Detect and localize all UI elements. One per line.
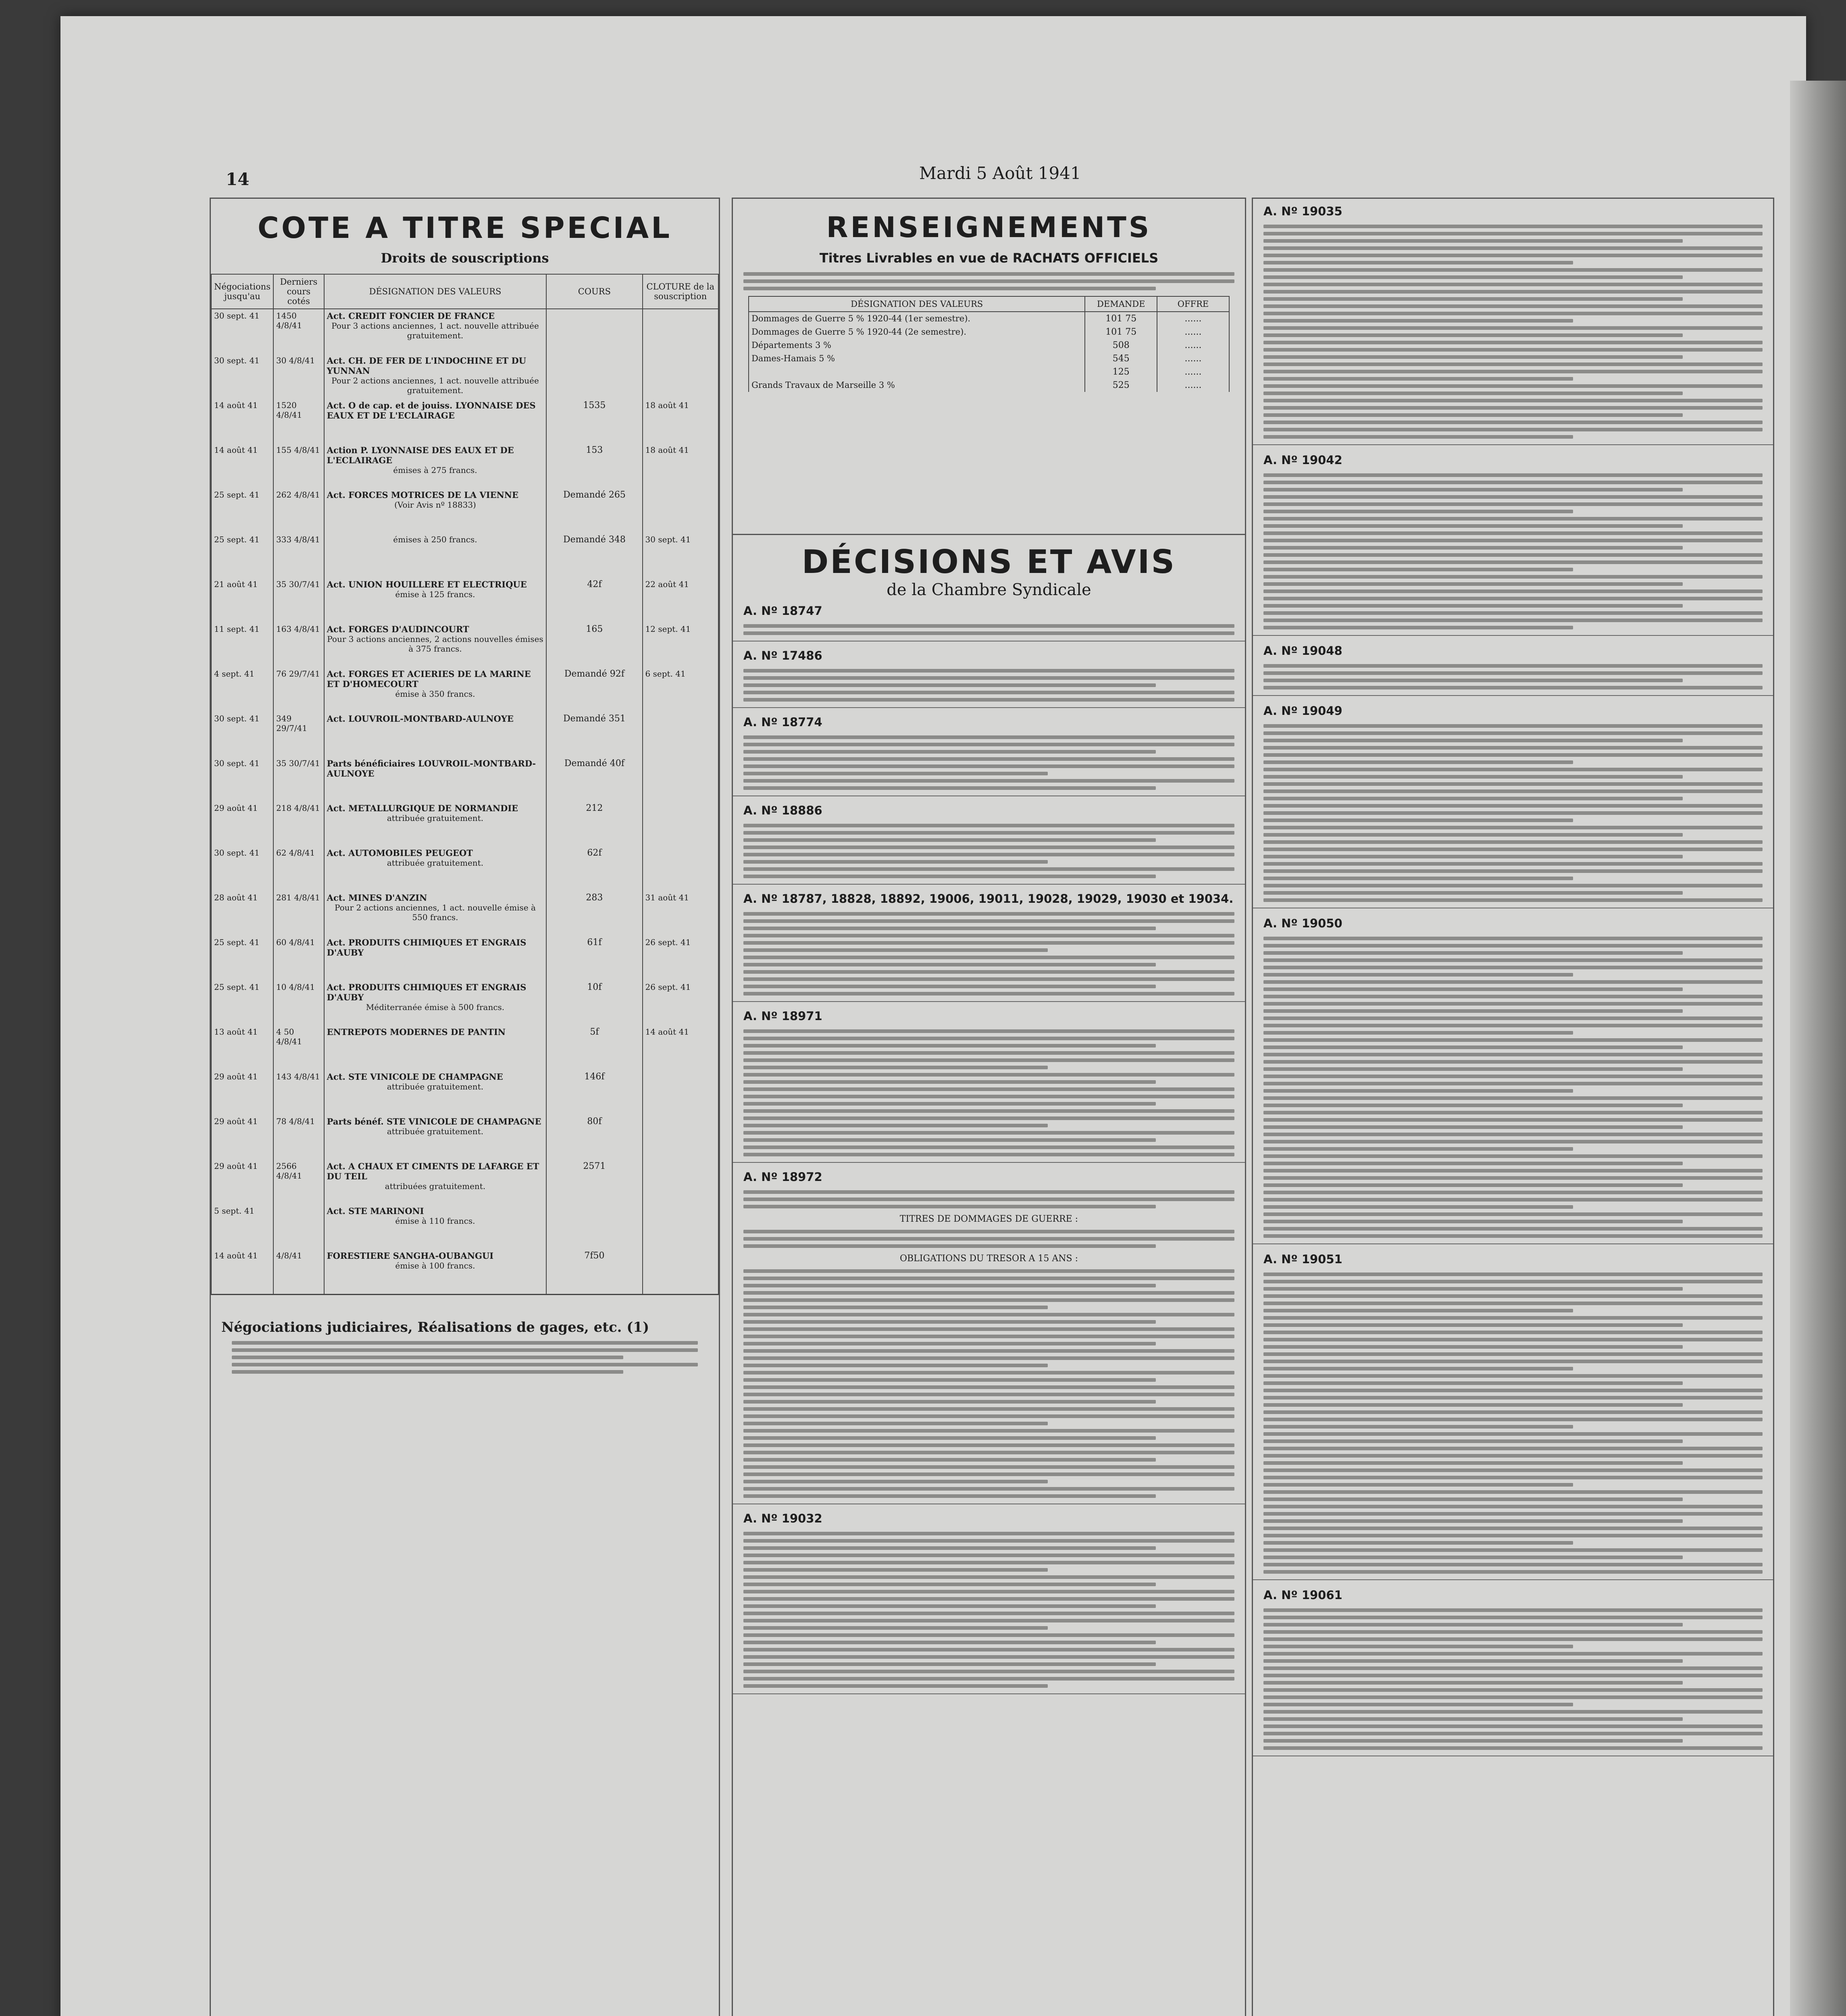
cell-cloture: 31 août 41 xyxy=(643,891,718,936)
value-name: Act. PRODUITS CHIMIQUES ET ENGRAIS D'AUBY xyxy=(327,937,527,958)
text-block xyxy=(743,1532,1234,1688)
cell-name xyxy=(324,578,547,623)
text-block xyxy=(1263,664,1763,689)
cell-cours: Demandé 348 xyxy=(546,533,642,578)
cell-cloture xyxy=(643,1204,718,1249)
text-block xyxy=(1263,473,1763,629)
text-block xyxy=(1263,1608,1763,1750)
table-row xyxy=(211,1070,718,1115)
table-row xyxy=(749,352,1229,365)
cote-subtitle: Droits de souscriptions xyxy=(381,250,549,266)
decisions-entries xyxy=(733,599,1245,1694)
table-row xyxy=(211,936,718,981)
value-detail: attribuée gratuitement. xyxy=(387,858,484,868)
cell-last: 30 4/8/41 xyxy=(273,354,324,399)
cell-name xyxy=(324,533,547,578)
cell-last: 333 4/8/41 xyxy=(273,533,324,578)
notice-heading: A. Nº 19048 xyxy=(1263,644,1342,658)
text-block xyxy=(743,912,1234,996)
cell-name: Grands Travaux de Marseille 3 % xyxy=(749,379,1085,392)
notice-heading: A. Nº 18886 xyxy=(743,804,822,817)
table-row xyxy=(211,444,718,488)
cell-date: 30 sept. 41 xyxy=(211,846,273,891)
table-row xyxy=(211,488,718,533)
value-name: Act. A CHAUX ET CIMENTS DE LAFARGE ET DU TEIL xyxy=(327,1161,539,1181)
value-detail: émises à 250 francs. xyxy=(393,535,477,544)
cell-demande: 101 75 xyxy=(1085,312,1157,325)
cell-name xyxy=(324,936,547,981)
value-detail: émise à 100 francs. xyxy=(395,1261,475,1270)
cell-cours: 61f xyxy=(546,936,642,981)
cell-cours: 146f xyxy=(546,1070,642,1115)
cell-last: 35 30/7/41 xyxy=(273,757,324,802)
cell-demande: 545 xyxy=(1085,352,1157,365)
cell-date: 29 août 41 xyxy=(211,1070,273,1115)
cell-last: 349 29/7/41 xyxy=(273,712,324,757)
table-row xyxy=(211,667,718,712)
cell-offre: ...... xyxy=(1157,379,1229,392)
cell-date: 30 sept. 41 xyxy=(211,354,273,399)
value-name: Act. CH. DE FER DE L'INDOCHINE ET DU YUNNAN xyxy=(327,356,527,376)
cell-last: 10 4/8/41 xyxy=(273,981,324,1025)
cell-date: 29 août 41 xyxy=(211,1115,273,1160)
decisions-title: DÉCISIONS ET AVIS xyxy=(801,543,1176,581)
cell-name xyxy=(324,488,547,533)
cell-cours: Demandé 351 xyxy=(546,712,642,757)
cell-cours: 62f xyxy=(546,846,642,891)
table-row xyxy=(211,1249,718,1294)
renseignements-title: RENSEIGNEMENTS xyxy=(826,211,1152,244)
cell-cloture: 26 sept. 41 xyxy=(643,981,718,1025)
cell-name xyxy=(324,354,547,399)
cell-cloture xyxy=(643,1160,718,1204)
section-heading: OBLIGATIONS DU TRESOR A 15 ANS : xyxy=(899,1254,1078,1264)
text-block xyxy=(1263,937,1763,1238)
cell-demande: 508 xyxy=(1085,339,1157,352)
rachats-table xyxy=(748,296,1230,392)
cell-cloture xyxy=(643,309,718,354)
cell-demande: 525 xyxy=(1085,379,1157,392)
cell-offre: ...... xyxy=(1157,352,1229,365)
cell-name xyxy=(324,399,547,444)
table-row xyxy=(211,891,718,936)
table-row xyxy=(211,623,718,667)
cell-cours xyxy=(546,354,642,399)
cell-name xyxy=(324,1160,547,1204)
cell-name: Départements 3 % xyxy=(749,339,1085,352)
table-row xyxy=(749,365,1229,379)
value-detail: émise à 110 francs. xyxy=(395,1216,475,1226)
text-block xyxy=(743,1269,1234,1498)
divider xyxy=(1253,1243,1773,1244)
cell-date: 13 août 41 xyxy=(211,1025,273,1070)
cell-name xyxy=(324,1025,547,1070)
cell-name xyxy=(324,1249,547,1294)
cell-date: 4 sept. 41 xyxy=(211,667,273,712)
value-detail: émises à 275 francs. xyxy=(393,465,477,475)
cell-name: Dommages de Guerre 5 % 1920-44 (1er semestre). xyxy=(749,312,1085,325)
cell-last: 4 50 4/8/41 xyxy=(273,1025,324,1070)
rachats-table-body xyxy=(749,312,1229,392)
book-right-edge xyxy=(1790,81,1846,2016)
notice-heading: A. Nº 19051 xyxy=(1263,1252,1342,1266)
cell-cloture: 12 sept. 41 xyxy=(643,623,718,667)
cell-cloture xyxy=(643,488,718,533)
value-name: Act. LOUVROIL-MONTBARD-AULNOYE xyxy=(327,714,514,724)
cell-name xyxy=(324,757,547,802)
table-row xyxy=(211,981,718,1025)
cell-name xyxy=(324,444,547,488)
table-row xyxy=(211,1025,718,1070)
middle-column xyxy=(732,198,1246,2016)
table-row xyxy=(749,325,1229,339)
value-detail: attribuée gratuitement. xyxy=(387,813,484,823)
value-detail: Pour 3 actions anciennes, 2 actions nouvelles émises à 375 francs. xyxy=(327,634,543,654)
notice-heading: A. Nº 19050 xyxy=(1263,916,1342,930)
text-block xyxy=(743,735,1234,790)
value-detail: Pour 3 actions anciennes, 1 act. nouvelle attribuée gratuitement. xyxy=(331,321,539,340)
section-heading: TITRES DE DOMMAGES DE GUERRE : xyxy=(899,1214,1078,1224)
text-block xyxy=(743,824,1234,878)
notice-heading: A. Nº 18972 xyxy=(743,1170,822,1184)
notice-heading: A. Nº 18747 xyxy=(743,604,822,618)
negotiations-title: Négociations judiciaires, Réalisations de gages, etc. (1) xyxy=(221,1319,649,1335)
col-header-name: DÉSIGNATION DES VALEURS xyxy=(324,274,547,309)
cell-cours: 80f xyxy=(546,1115,642,1160)
cell-last: 62 4/8/41 xyxy=(273,846,324,891)
cell-offre: ...... xyxy=(1157,339,1229,352)
divider xyxy=(1253,635,1773,636)
renseignements-subtitle: Titres Livrables en vue de RACHATS OFFICIELS xyxy=(819,250,1159,266)
notice-heading: A. Nº 17486 xyxy=(743,649,822,662)
notice-heading: A. Nº 19061 xyxy=(1263,1588,1342,1602)
text-block xyxy=(1263,724,1763,902)
cote-table xyxy=(211,274,719,1294)
cell-date: 5 sept. 41 xyxy=(211,1204,273,1249)
cell-cours: 1535 xyxy=(546,399,642,444)
table-row xyxy=(749,312,1229,325)
cell-offre: ...... xyxy=(1157,365,1229,379)
value-name: Act. FORCES MOTRICES DE LA VIENNE xyxy=(327,490,518,500)
cell-cours: Demandé 265 xyxy=(546,488,642,533)
notice-heading: A. Nº 19032 xyxy=(743,1512,822,1525)
cell-name xyxy=(324,1204,547,1249)
cell-last: 4/8/41 xyxy=(273,1249,324,1294)
cell-name xyxy=(324,712,547,757)
value-detail: Pour 2 actions anciennes, 1 act. nouvelle attribuée gratuitement. xyxy=(331,376,539,395)
page-number: 14 xyxy=(226,169,250,189)
rachats-header-name: DÉSIGNATION DES VALEURS xyxy=(749,296,1085,312)
cell-last: 1450 4/8/41 xyxy=(273,309,324,354)
cell-date: 30 sept. 41 xyxy=(211,757,273,802)
value-name: Act. PRODUITS CHIMIQUES ET ENGRAIS D'AUBY xyxy=(327,982,527,1002)
text-block xyxy=(1263,1272,1763,1574)
cell-last: 78 4/8/41 xyxy=(273,1115,324,1160)
value-detail: Méditerranée émise à 500 francs. xyxy=(366,1002,505,1012)
value-name: Act. STE MARINONI xyxy=(327,1206,424,1216)
value-name: Act. MINES D'ANZIN xyxy=(327,893,427,903)
table-row xyxy=(749,379,1229,392)
divider xyxy=(733,884,1245,885)
text-block xyxy=(743,1230,1234,1248)
value-detail: attribuées gratuitement. xyxy=(385,1181,486,1191)
table-row xyxy=(211,533,718,578)
cell-date: 29 août 41 xyxy=(211,802,273,846)
cell-demande: 125 xyxy=(1085,365,1157,379)
value-name: FORESTIERE SANGHA-OUBANGUI xyxy=(327,1251,494,1261)
cell-last xyxy=(273,1204,324,1249)
value-name: Parts bénéf. STE VINICOLE DE CHAMPAGNE xyxy=(327,1116,541,1127)
cote-title: COTE A TITRE SPECIAL xyxy=(258,211,672,245)
left-column xyxy=(210,198,720,2016)
divider xyxy=(1253,695,1773,696)
cell-last: 60 4/8/41 xyxy=(273,936,324,981)
col-header-date: Négociations jusqu'au xyxy=(211,274,273,309)
value-name: Act. FORGES ET ACIERIES DE LA MARINE ET D'HOMECOURT xyxy=(327,669,531,689)
notice-heading: A. Nº 18971 xyxy=(743,1009,822,1023)
cell-name xyxy=(324,1115,547,1160)
right-entries xyxy=(1253,199,1773,1756)
value-name: Act. CREDIT FONCIER DE FRANCE xyxy=(327,311,495,321)
divider xyxy=(733,1162,1245,1163)
notice-heading: A. Nº 18774 xyxy=(743,715,822,729)
cell-last: 35 30/7/41 xyxy=(273,578,324,623)
divider xyxy=(733,707,1245,708)
cell-name xyxy=(324,891,547,936)
cell-date: 25 sept. 41 xyxy=(211,936,273,981)
cell-offre: ...... xyxy=(1157,325,1229,339)
cell-date: 25 sept. 41 xyxy=(211,981,273,1025)
cell-name xyxy=(324,802,547,846)
right-column xyxy=(1252,198,1774,2016)
notice-heading: A. Nº 19035 xyxy=(1263,204,1342,218)
value-name: Act. UNION HOUILLERE ET ELECTRIQUE xyxy=(327,579,527,589)
col-header-last: Derniers cours cotés xyxy=(273,274,324,309)
cell-date: 30 sept. 41 xyxy=(211,712,273,757)
cell-last: 1520 4/8/41 xyxy=(273,399,324,444)
divider xyxy=(733,1001,1245,1002)
cell-last: 76 29/7/41 xyxy=(273,667,324,712)
value-name: Parts bénéficiaires LOUVROIL-MONTBARD-AULNOYE xyxy=(327,758,536,779)
table-row xyxy=(211,578,718,623)
cell-cloture: 18 août 41 xyxy=(643,444,718,488)
cell-cloture: 30 sept. 41 xyxy=(643,533,718,578)
notice-heading: A. Nº 19049 xyxy=(1263,704,1342,718)
cell-name xyxy=(324,1070,547,1115)
cell-date: 29 août 41 xyxy=(211,1160,273,1204)
table-row xyxy=(211,309,718,354)
cell-cours: 212 xyxy=(546,802,642,846)
table-row xyxy=(211,802,718,846)
table-row xyxy=(211,1160,718,1204)
table-row xyxy=(749,339,1229,352)
cell-offre: ...... xyxy=(1157,312,1229,325)
cell-last: 143 4/8/41 xyxy=(273,1070,324,1115)
cell-date: 11 sept. 41 xyxy=(211,623,273,667)
rachats-header-offre: OFFRE xyxy=(1157,296,1229,312)
cell-cloture: 26 sept. 41 xyxy=(643,936,718,981)
table-row xyxy=(211,846,718,891)
value-name: Action P. LYONNAISE DES EAUX ET DE L'ECLAIRAGE xyxy=(327,445,514,465)
cell-date: 28 août 41 xyxy=(211,891,273,936)
divider xyxy=(733,1693,1245,1694)
cell-cours: 153 xyxy=(546,444,642,488)
cell-cloture xyxy=(643,846,718,891)
table-row xyxy=(211,757,718,802)
cell-name xyxy=(324,846,547,891)
cell-date: 30 sept. 41 xyxy=(211,309,273,354)
cell-cours: 2571 xyxy=(546,1160,642,1204)
cell-cloture xyxy=(643,802,718,846)
cell-demande: 101 75 xyxy=(1085,325,1157,339)
cell-cours: Demandé 40f xyxy=(546,757,642,802)
cell-name xyxy=(324,667,547,712)
cell-last: 163 4/8/41 xyxy=(273,623,324,667)
value-detail: émise à 125 francs. xyxy=(395,589,475,599)
cell-cloture: 6 sept. 41 xyxy=(643,667,718,712)
value-detail: attribuée gratuitement. xyxy=(387,1127,484,1136)
cell-cloture xyxy=(643,1115,718,1160)
notice-heading: A. Nº 18787, 18828, 18892, 19006, 19011, 19028, 19029, 19030 et 19034. xyxy=(743,892,1234,906)
value-name: Act. STE VINICOLE DE CHAMPAGNE xyxy=(327,1072,503,1082)
text-block xyxy=(743,1029,1234,1156)
cell-cours: 10f xyxy=(546,981,642,1025)
table-row xyxy=(211,399,718,444)
cell-date: 21 août 41 xyxy=(211,578,273,623)
cell-cours: 165 xyxy=(546,623,642,667)
cell-name xyxy=(324,623,547,667)
value-detail: attribuée gratuitement. xyxy=(387,1082,484,1091)
table-row xyxy=(211,1115,718,1160)
text-block xyxy=(1263,225,1763,439)
cell-cloture xyxy=(643,1249,718,1294)
cell-date: 25 sept. 41 xyxy=(211,533,273,578)
cell-date: 14 août 41 xyxy=(211,1249,273,1294)
table-row xyxy=(211,1204,718,1249)
cell-cloture xyxy=(643,354,718,399)
cell-cours: 42f xyxy=(546,578,642,623)
cell-cloture: 22 août 41 xyxy=(643,578,718,623)
text-block xyxy=(743,669,1234,702)
col-header-cloture: CLOTURE de la souscription xyxy=(643,274,718,309)
cote-table-body xyxy=(211,309,718,1294)
divider xyxy=(1253,444,1773,445)
value-name: Act. FORGES D'AUDINCOURT xyxy=(327,624,469,634)
cell-cours xyxy=(546,1204,642,1249)
notice-heading: A. Nº 19042 xyxy=(1263,453,1342,467)
value-name: ENTREPOTS MODERNES DE PANTIN xyxy=(327,1027,506,1037)
text-block xyxy=(743,624,1234,635)
cell-cloture xyxy=(643,1070,718,1115)
value-name: Act. AUTOMOBILES PEUGEOT xyxy=(327,848,473,858)
rachats-header-demande: DEMANDE xyxy=(1085,296,1157,312)
cell-date: 14 août 41 xyxy=(211,399,273,444)
cell-last: 2566 4/8/41 xyxy=(273,1160,324,1204)
cell-date: 25 sept. 41 xyxy=(211,488,273,533)
value-detail: (Voir Avis nº 18833) xyxy=(394,500,476,510)
cell-cloture: 14 août 41 xyxy=(643,1025,718,1070)
cell-name xyxy=(324,309,547,354)
cell-last: 262 4/8/41 xyxy=(273,488,324,533)
cell-cloture: 18 août 41 xyxy=(643,399,718,444)
table-row xyxy=(211,712,718,757)
col-header-cours: COURS xyxy=(546,274,642,309)
cell-cloture xyxy=(643,757,718,802)
value-detail: émise à 350 francs. xyxy=(395,689,475,699)
cell-cours: 283 xyxy=(546,891,642,936)
cell-name xyxy=(324,981,547,1025)
value-name: Act. O de cap. et de jouiss. LYONNAISE DES EAUX ET DE L'ECLAIRAGE xyxy=(327,400,536,421)
cell-cours: 7f50 xyxy=(546,1249,642,1294)
cell-date: 14 août 41 xyxy=(211,444,273,488)
value-detail: Pour 2 actions anciennes, 1 act. nouvelle émise à 550 francs. xyxy=(334,903,536,922)
decisions-subtitle: de la Chambre Syndicale xyxy=(887,581,1091,599)
page-date: Mardi 5 Août 1941 xyxy=(919,163,1081,183)
text-block xyxy=(743,1190,1234,1208)
cell-name: Dommages de Guerre 5 % 1920-44 (2e semestre). xyxy=(749,325,1085,339)
cell-cours: 5f xyxy=(546,1025,642,1070)
divider xyxy=(1253,1579,1773,1580)
table-row xyxy=(211,354,718,399)
value-name: Act. METALLURGIQUE DE NORMANDIE xyxy=(327,803,518,813)
cell-cloture xyxy=(643,712,718,757)
cell-name xyxy=(749,365,1085,379)
cell-last: 218 4/8/41 xyxy=(273,802,324,846)
cell-name: Dames-Hamais 5 % xyxy=(749,352,1085,365)
cell-cours: Demandé 92f xyxy=(546,667,642,712)
cell-last: 155 4/8/41 xyxy=(273,444,324,488)
cell-cours xyxy=(546,309,642,354)
cell-last: 281 4/8/41 xyxy=(273,891,324,936)
